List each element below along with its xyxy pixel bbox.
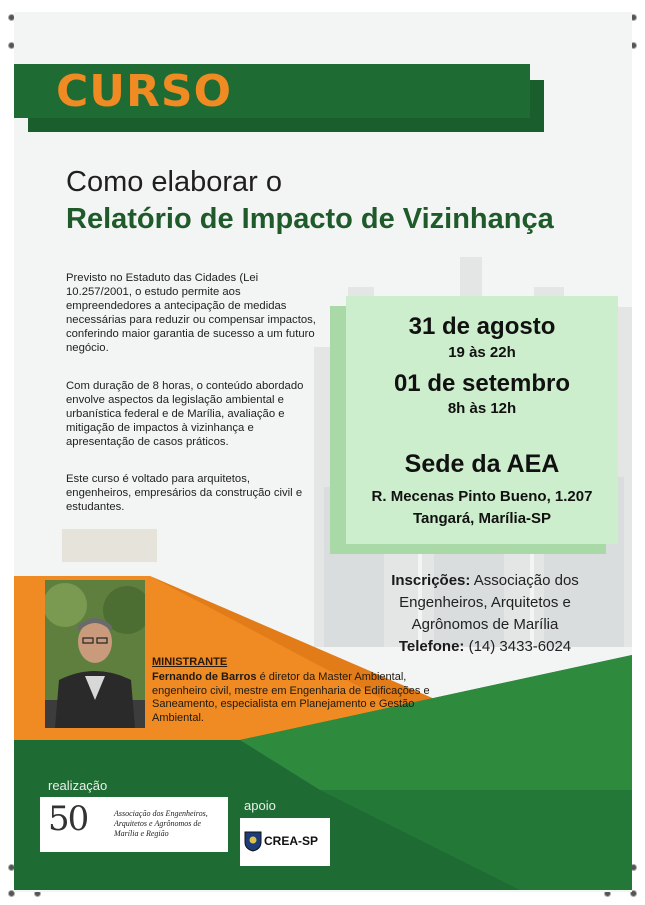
description-paragraph-1: Previsto no Estaduto das Cidades (Lei 10.257/2001, o estudo permite aos empreendedores a antecipação de medidas necessárias para reduzir ou compensar impactos, conferindo maior garantia de sucesso a um futuro negócio. [66,272,316,354]
course-label: CURSO [56,66,232,117]
time-2: 8h às 12h [447,400,517,417]
time-1: 19 às 22h [448,344,516,361]
registration-label: Inscrições: [391,572,471,589]
crea-logo [240,818,330,866]
blank-placeholder-box [62,529,157,562]
aea-logo [40,797,228,852]
aea-logo-number: 50 [48,799,88,839]
instructor-name: Fernando de Barros [152,671,257,683]
title-line-2: Relatório de Impacto de Vizinhança [66,203,554,235]
registration-text: Associação dos Engenheiros, Arquitetos e Agrônomos de Marília [399,572,579,633]
venue-name: Sede da AEA [404,450,560,478]
apoio-label: apoio [244,798,276,813]
realizacao-label: realização [48,778,108,793]
phone-label: Telefone: [398,638,465,655]
instructor-bio-text: é diretor da Master Ambiental, engenheiro civil, mestre em Engenharia de Edificações e Saneamento, especialista em Planejamento e Gestão Ambiental. [152,671,430,724]
instructor-photo [45,580,145,728]
instructor-bio [152,671,437,725]
crea-logo-text: CREA-SP [264,834,319,848]
description-paragraph-3: Este curso é voltado para arquitetos, engenheiros, empresários da construção civil e estudantes. [66,473,303,513]
title-line-1: Como elaborar o [66,166,282,198]
crea-shield-icon [244,830,262,852]
aea-logo-text: Associação dos Engenheiros, Arquitetos e Agrônomos de Marília e Região [114,809,208,838]
date-1: 31 de agosto [408,313,556,340]
venue-address-line-1: R. Mecenas Pinto Bueno, 1.207 [371,488,593,505]
date-2: 01 de setembro [393,370,571,397]
venue-address-line-2: Tangará, Marília-SP [412,510,552,527]
phone-number: (14) 3433-6024 [468,638,572,655]
description-paragraph-2: Com duração de 8 horas, o conteúdo abordado envolve aspectos da legislação ambiental e urbanística federal e de Marília, avaliação e mitigação de impactos à vizinhança e apresentação de casos práticos. [66,380,304,448]
instructor-label: MINISTRANTE [152,656,228,668]
